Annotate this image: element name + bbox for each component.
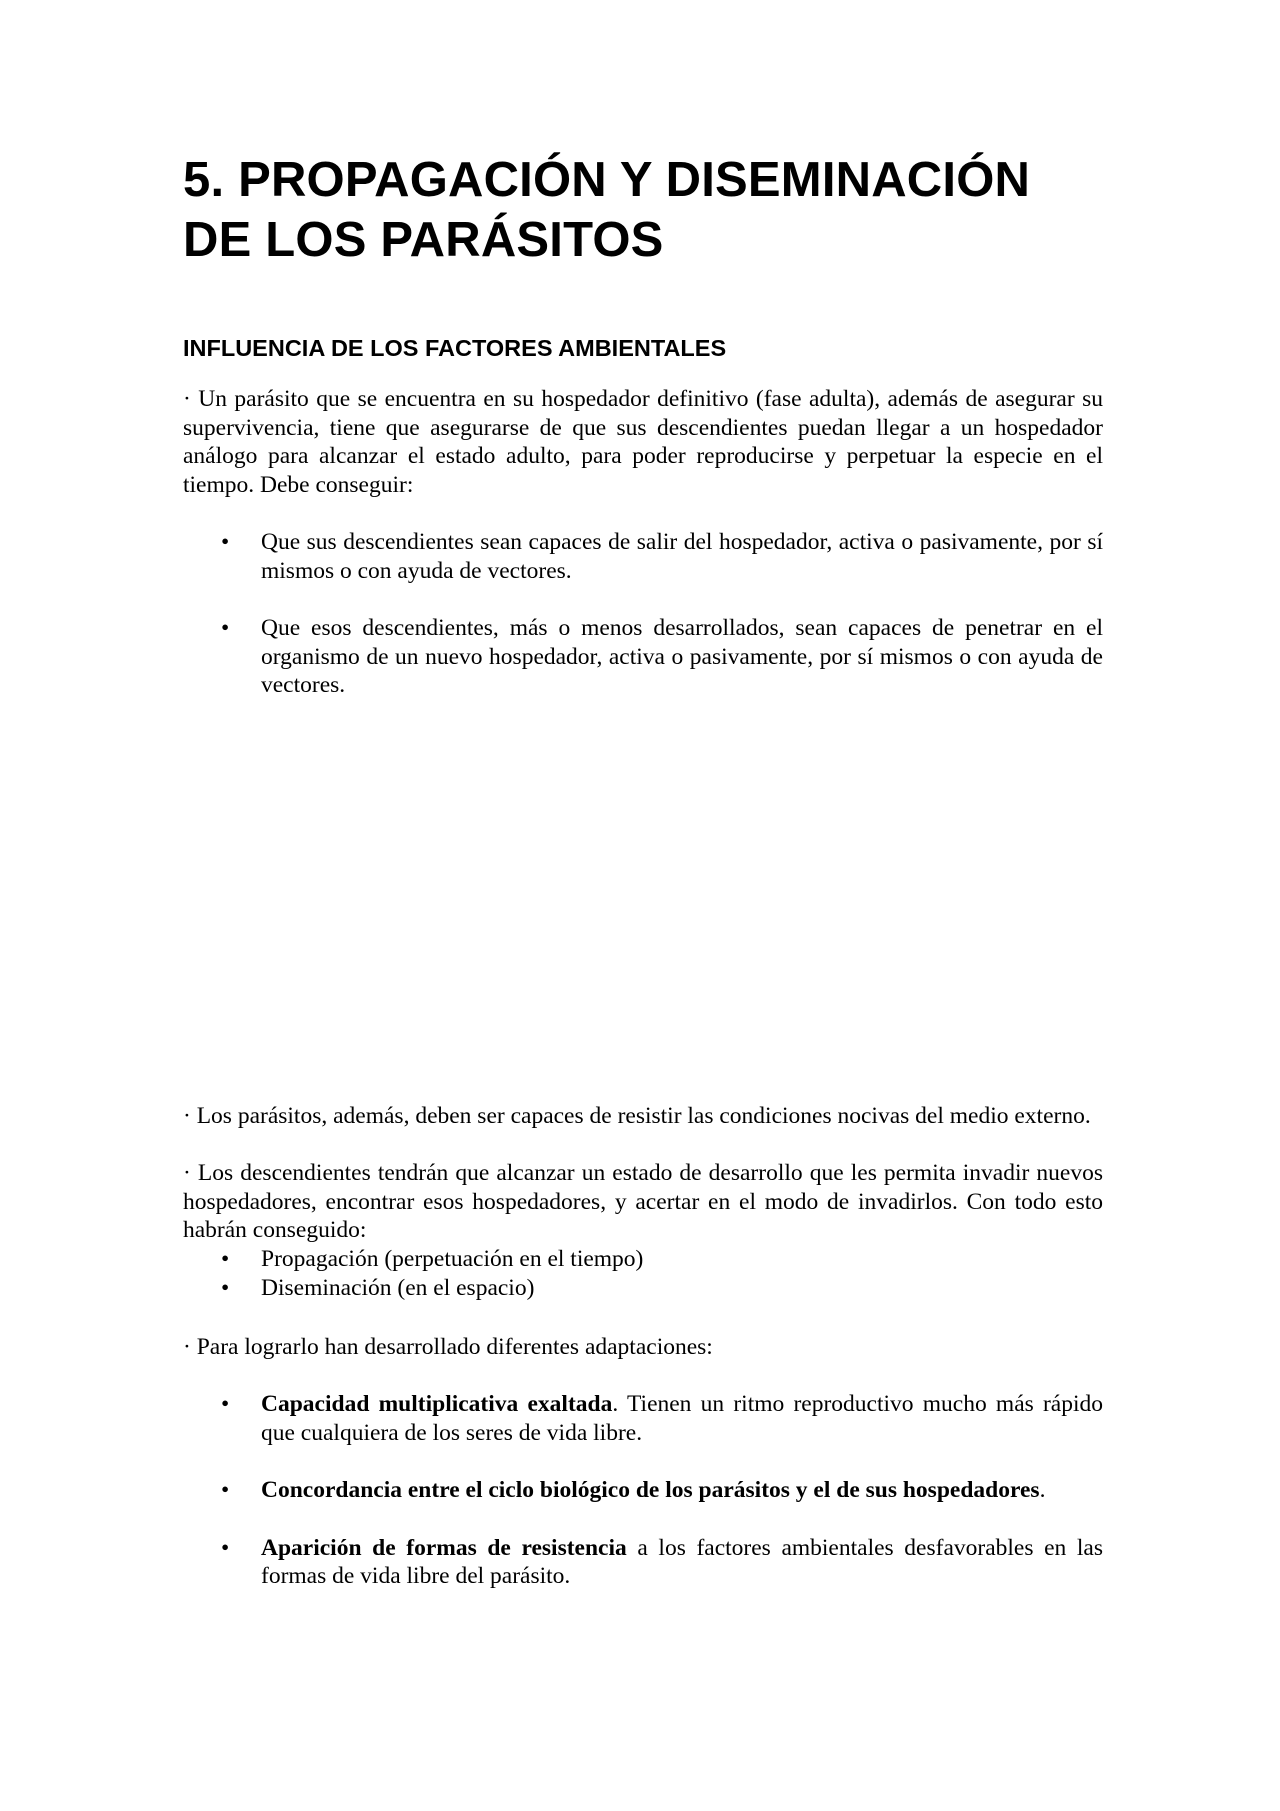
list-item: [183, 1534, 1103, 1591]
bullet-glyph: •: [221, 1477, 230, 1503]
resistance-paragraph: · Los parásitos, además, deben ser capaces de resistir las condiciones nocivas del medio externo.: [183, 1102, 1091, 1129]
list-item-text: Diseminación (en el espacio): [261, 1275, 535, 1301]
list-item-text: Que sus descendientes sean capaces de salir del hospedador, activa o pasivamente, por sí mismos o con ayuda de vectores.: [261, 529, 1103, 584]
list-item-text: .: [1039, 1477, 1046, 1503]
list-item: [183, 1274, 1103, 1304]
bullet-glyph: •: [221, 1534, 230, 1561]
page-title-line-1: 5. PROPAGACIÓN Y DISEMINACIÓN: [183, 153, 1031, 207]
list-item: [183, 1245, 1103, 1275]
bullet-glyph: •: [221, 1275, 230, 1301]
list-item-bold-text: Aparición de formas de resistencia: [261, 1534, 627, 1561]
list-item: [183, 1390, 1103, 1447]
achievements-list: [183, 1245, 1103, 1304]
list-item-text: . Tienen un ritmo reproductivo mucho más rápido que cualquiera de los seres de vida libre.: [261, 1391, 1104, 1446]
list-item-text: a los factores ambientales desfavorables en las formas de vida libre del parásito.: [261, 1534, 1103, 1589]
page-title-line-2: DE LOS PARÁSITOS: [183, 213, 664, 267]
section-heading: INFLUENCIA DE LOS FACTORES AMBIENTALES: [183, 335, 727, 361]
development-paragraph: · Los descendientes tendrán que alcanzar un estado de desarrollo que les permita invadir nuevos hospedadores, encontrar esos hospedadores, y acertar en el modo de invadirlos. Con todo esto habrán conseguido:: [183, 1160, 1103, 1243]
list-item: [183, 1476, 1103, 1505]
bullet-glyph: •: [221, 529, 230, 555]
adaptations-paragraph: · Para lograrlo han desarrollado diferentes adaptaciones:: [183, 1333, 713, 1360]
list-item-text: Que esos descendientes, más o menos desarrollados, sean capaces de penetrar en el organismo de un nuevo hospedador, activa o pasivamente, por sí mismos o con ayuda de vectores.: [261, 615, 1103, 698]
intro-paragraph: · Un parásito que se encuentra en su hospedador definitivo (fase adulta), además de asegurar su supervivencia, tiene que asegurarse de que sus descendientes puedan llegar a un hospedador análogo para alcanzar el estado adulto, para poder reproducirse y perpetuar la especie en el tiempo. Debe conseguir:: [183, 386, 1103, 498]
list-item-bold-text: Capacidad multiplicativa exaltada: [261, 1391, 613, 1417]
list-item: [183, 528, 1103, 585]
list-item-bold-text: Concordancia entre el ciclo biológico de los parásitos y el de sus hospedadores: [261, 1477, 1040, 1503]
bullet-glyph: •: [221, 1391, 230, 1417]
page-title: [183, 150, 1103, 270]
adaptations-list: [183, 1390, 1103, 1591]
list-item: [183, 614, 1103, 700]
requirements-list: [183, 528, 1103, 700]
bullet-glyph: •: [221, 1245, 230, 1272]
document-page: [183, 150, 1103, 1591]
list-item-text: Propagación (perpetuación en el tiempo): [261, 1245, 644, 1272]
bullet-glyph: •: [221, 615, 230, 641]
